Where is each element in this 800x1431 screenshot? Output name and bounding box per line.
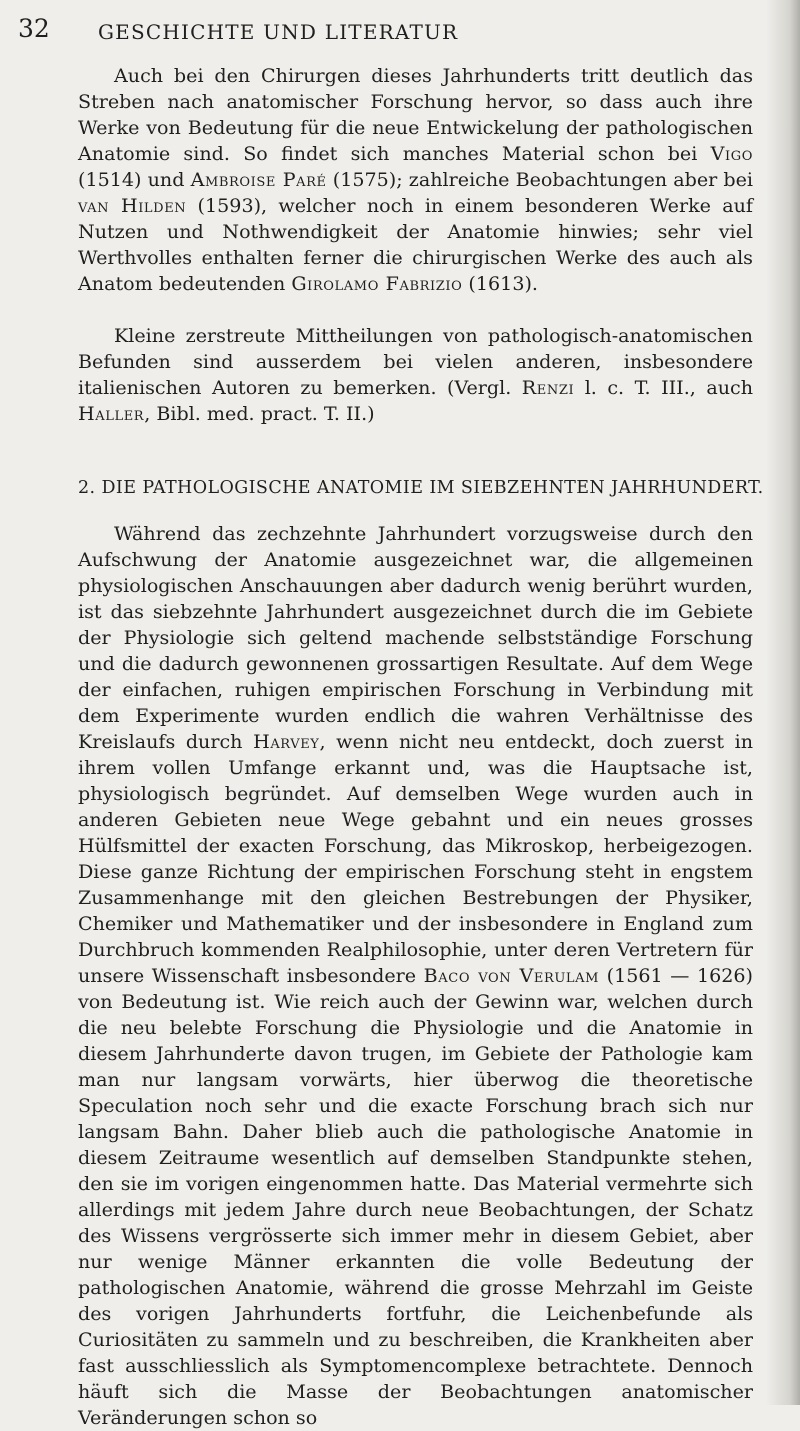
- running-title: GESCHICHTE UND LITERATUR: [98, 20, 459, 44]
- text-run: (1514) und: [78, 168, 191, 191]
- page-number: 32: [18, 14, 50, 43]
- text-run: l. c. T. III., auch: [574, 376, 753, 399]
- text-run: (1561 — 1626) von Bedeutung ist. Wie reich auch der Gewinn war, welchen durch die neu belebte Forschung die Physiologie und die Anatomie in diesem Jahrhunderte davon trugen, im Gebiete der Pathologie kam man nur langsam vorwärts, hier überwog die theoretische Speculation noch sehr und die exacte Forschung brach sich nur langsam Bahn. Daher blieb auch die pathologische Anatomie in diesem Zeitraume wesentlich auf demselben Standpunkte stehen, den sie im vorigen eingenommen hatte. Das Material vermehrte sich allerdings mit jedem Jahre durch neue Beobachtungen, der Schatz des Wissens vergrösserte sich immer mehr in diesem Gebiet, aber nur wenige Männer erkannten die volle Bedeutung der pathologischen Anatomie, während die grosse Mehrzahl im Geiste des vorigen Jahrhunderts fortfuhr, die Leichenbefunde als Curiositäten zu sammeln und zu beschreiben, die Krankheiten aber fast ausschliesslich als Symptomencomplexe betrachtete. Dennoch häuft sich die Masse der Beobachtungen anatomischer Veränderungen schon so: [78, 964, 753, 1429]
- author-name: Vigo: [710, 142, 753, 165]
- author-name: Renzi: [521, 376, 575, 399]
- text-run: (1613).: [462, 272, 538, 295]
- text-run: , Bibl. med. pract. T. II.): [144, 402, 375, 425]
- text-run: Kleine zerstreute Mittheilungen von pathologisch-anatomischen Befunden sind ausserdem bei vielen anderen, insbesondere italienischen Autoren zu bemerken. (Vergl.: [78, 324, 753, 399]
- text-run: (1575); zahlreiche Beobachtungen aber bei: [326, 168, 754, 191]
- page-header: [18, 14, 778, 48]
- author-name: van Hilden: [78, 194, 187, 217]
- paragraph-seventeenth-century: [78, 521, 753, 1431]
- author-name: Ambroise Paré: [190, 168, 327, 191]
- paragraph-scattered-reports: [78, 323, 753, 427]
- author-name: Haller: [78, 402, 145, 425]
- page-edge-shadow: [766, 0, 800, 1405]
- author-name: Baco von Verulam: [423, 964, 600, 987]
- author-name: Harvey: [253, 730, 320, 753]
- author-name: Girolamo Fabrizio: [291, 272, 463, 295]
- paragraph-surgeons: [78, 63, 753, 297]
- text-run: , wenn nicht neu entdeckt, doch zuerst in ihrem vollen Umfange erkannt und, was die Hauptsache ist, physiologisch begründet. Auf demselben Wege wurden auch in anderen Gebieten neue Wege gebahnt und ein neues grosses Hülfsmittel der exacten Forschung, das Mikroskop, herbeigezogen. Diese ganze Richtung der empirischen Forschung steht in engstem Zusammenhange mit den gleichen Bestrebungen der Physiker, Chemiker und Mathematiker und der insbesondere in England zum Durchbruch kommenden Realphilosophie, unter deren Vertretern für unsere Wissenschaft insbesondere: [78, 730, 754, 987]
- text-run: Auch bei den Chirurgen dieses Jahrhunderts tritt deutlich das Streben nach anatomischer Forschung hervor, so dass auch ihre Werke von Bedeutung für die neue Entwickelung der pathologischen Anatomie sind. So findet sich manches Material schon bei: [78, 64, 753, 165]
- text-run: (1593), welcher noch in einem besonderen Werke auf Nutzen und Nothwendigkeit der Anatomie hinwies; sehr viel Werthvolles enthalten ferner die chirurgischen Werke des auch als Anatom bedeutenden: [78, 194, 753, 295]
- text-run: Während das zechzehnte Jahrhundert vorzugsweise durch den Aufschwung der Anatomie ausgezeichnet war, die allgemeinen physiologischen Anschauungen aber dadurch wenig berührt wurden, ist das siebzehnte Jahrhundert ausgezeichnet durch die im Gebiete der Physiologie sich geltend machende selbstständige Forschung und die dadurch gewonnenen grossartigen Resultate. Auf dem Wege der einfachen, ruhigen empirischen Forschung in Verbindung mit dem Experimente wurden endlich die wahren Verhältnisse des Kreislaufs durch: [78, 522, 753, 753]
- section-heading: 2. DIE PATHOLOGISCHE ANATOMIE IM SIEBZEHNTEN JAHRHUNDERT.: [78, 478, 764, 498]
